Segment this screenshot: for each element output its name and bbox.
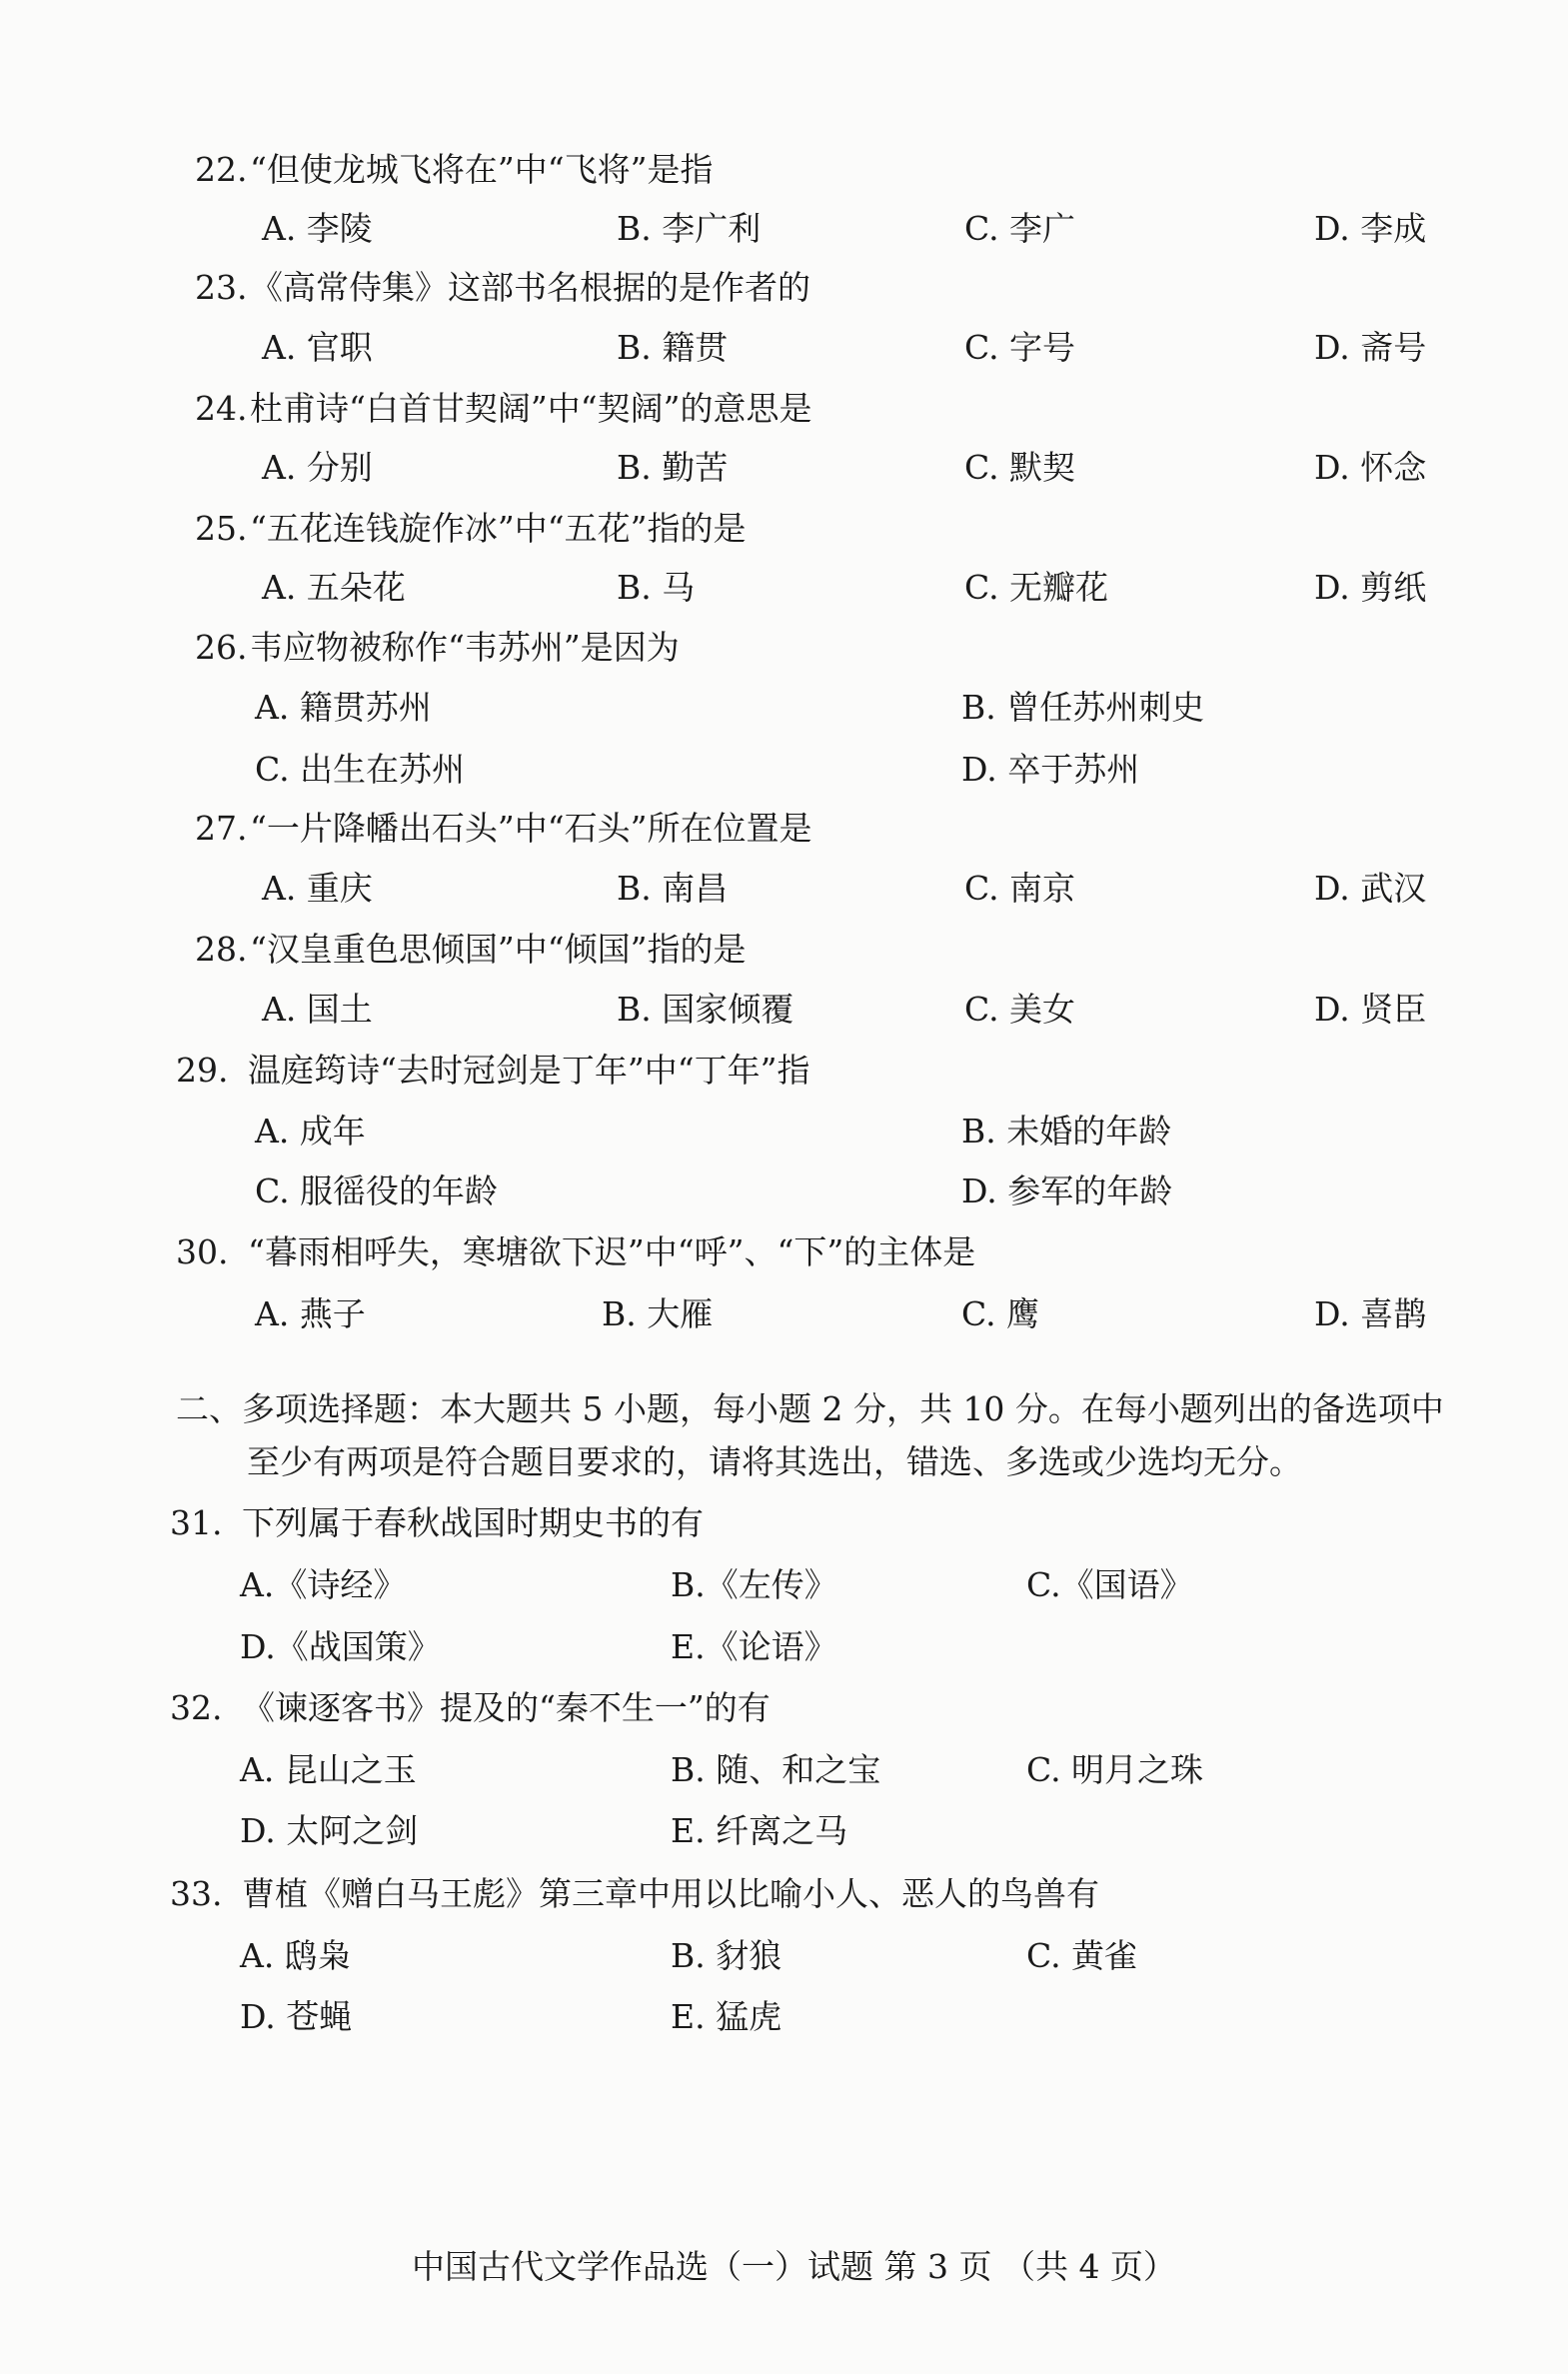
option-d: D. 斋号 xyxy=(1314,328,1427,367)
question-number: 28. xyxy=(195,930,248,969)
question-33-options-row1 xyxy=(0,1934,1568,1978)
question-text: “五花连钱旋作冰”中“五花”指的是 xyxy=(250,509,747,548)
question-number: 24. xyxy=(195,389,248,428)
option-a: A. 成年 xyxy=(255,1112,366,1151)
option-c: C. 默契 xyxy=(964,448,1076,487)
question-text: 下列属于春秋战国时期史书的有 xyxy=(242,1503,704,1542)
page-footer xyxy=(0,2245,1568,2289)
question-number: 32. xyxy=(170,1688,223,1727)
option-d: D. 贤臣 xyxy=(1314,990,1427,1029)
option-c: C. 李广 xyxy=(964,209,1076,248)
question-24 xyxy=(0,387,1568,431)
option-c: C. 黄雀 xyxy=(1026,1936,1138,1975)
option-c: C. 服徭役的年龄 xyxy=(255,1172,499,1210)
option-a: A. 籍贯苏州 xyxy=(255,688,432,727)
option-b: B. 随、和之宝 xyxy=(671,1750,881,1789)
option-d: D. 怀念 xyxy=(1314,448,1427,487)
question-30 xyxy=(0,1230,1568,1274)
option-b: B. 籍贯 xyxy=(617,328,729,367)
option-b: B. 勤苦 xyxy=(617,448,729,487)
question-number: 33. xyxy=(170,1874,223,1913)
question-26-options-row1 xyxy=(0,686,1568,730)
question-text: “汉皇重色思倾国”中“倾国”指的是 xyxy=(250,930,747,969)
option-a: A. 官职 xyxy=(262,328,373,367)
question-text: 温庭筠诗“去时冠剑是丁年”中“丁年”指 xyxy=(248,1051,810,1090)
section-instructions-line2: 至少有两项是符合题目要求的，请将其选出，错选、多选或少选均无分。 xyxy=(247,1442,1302,1481)
question-29 xyxy=(0,1049,1568,1093)
option-b: B. 曾任苏州刺史 xyxy=(961,688,1205,727)
option-c: C. 南京 xyxy=(964,869,1076,908)
question-31-options-row1 xyxy=(0,1563,1568,1607)
question-text: 杜甫诗“白首甘契阔”中“契阔”的意思是 xyxy=(250,389,812,428)
option-d: D. 参军的年龄 xyxy=(961,1172,1173,1210)
option-c: C. 鹰 xyxy=(961,1294,1040,1333)
question-23-options xyxy=(0,326,1568,370)
option-c: C. 字号 xyxy=(964,328,1076,367)
question-22 xyxy=(0,148,1568,192)
option-c: C. 出生在苏州 xyxy=(255,750,466,789)
option-d: D. 太阿之剑 xyxy=(240,1811,419,1850)
question-33 xyxy=(0,1872,1568,1916)
question-28-options xyxy=(0,988,1568,1032)
option-a: A. 鸱枭 xyxy=(240,1936,351,1975)
option-d: D. 喜鹊 xyxy=(1314,1294,1427,1333)
question-26-options-row2 xyxy=(0,748,1568,792)
option-e: E. 猛虎 xyxy=(671,1997,783,2036)
question-29-options-row1 xyxy=(0,1110,1568,1154)
question-27 xyxy=(0,807,1568,851)
question-32 xyxy=(0,1686,1568,1730)
question-30-options xyxy=(0,1292,1568,1336)
question-25-options xyxy=(0,566,1568,610)
footer-page-info: 中国古代文学作品选（一）试题 第 3 页 （共 4 页） xyxy=(412,2247,1176,2286)
question-number: 26. xyxy=(195,628,248,667)
question-text: 韦应物被称作“韦苏州”是因为 xyxy=(250,628,680,667)
question-27-options xyxy=(0,867,1568,911)
question-22-options xyxy=(0,207,1568,251)
option-b: B. 南昌 xyxy=(617,869,729,908)
question-28 xyxy=(0,928,1568,972)
question-text: 曹植《赠白马王彪》第三章中用以比喻小人、恶人的鸟兽有 xyxy=(242,1874,1099,1913)
option-d: D. 剪纸 xyxy=(1314,568,1427,607)
question-text: 《谏逐客书》提及的“秦不生一”的有 xyxy=(242,1688,771,1727)
question-number: 25. xyxy=(195,509,248,548)
option-c: C. 美女 xyxy=(964,990,1076,1029)
question-text: “一片降幡出石头”中“石头”所在位置是 xyxy=(250,809,812,848)
question-33-options-row2 xyxy=(0,1995,1568,2039)
option-b: B. 国家倾覆 xyxy=(617,990,794,1029)
section-2-heading-cont xyxy=(0,1440,1568,1484)
option-a: A. 重庆 xyxy=(262,869,373,908)
question-number: 30. xyxy=(176,1232,229,1271)
question-number: 23. xyxy=(195,268,248,307)
option-d: D. 李成 xyxy=(1314,209,1427,248)
option-d: D. 卒于苏州 xyxy=(961,750,1140,789)
option-b: B. 大雁 xyxy=(602,1294,714,1333)
option-b: B.《左传》 xyxy=(671,1565,837,1604)
option-b: B. 豺狼 xyxy=(671,1936,783,1975)
question-number: 31. xyxy=(170,1503,223,1542)
option-a: A. 五朵花 xyxy=(262,568,406,607)
question-number: 27. xyxy=(195,809,248,848)
question-31-options-row2 xyxy=(0,1625,1568,1669)
question-29-options-row2 xyxy=(0,1170,1568,1213)
question-25 xyxy=(0,507,1568,551)
option-a: A. 分别 xyxy=(262,448,373,487)
question-24-options xyxy=(0,446,1568,490)
option-c: C. 明月之珠 xyxy=(1026,1750,1204,1789)
option-e: E. 纤离之马 xyxy=(671,1811,848,1850)
question-23 xyxy=(0,266,1568,310)
option-a: A. 国土 xyxy=(262,990,373,1029)
option-a: A.《诗经》 xyxy=(240,1565,407,1604)
question-number: 22. xyxy=(195,150,248,189)
option-b: B. 马 xyxy=(617,568,696,607)
question-text: “暮雨相呼失，寒塘欲下迟”中“呼”、“下”的主体是 xyxy=(248,1232,976,1271)
option-e: E.《论语》 xyxy=(671,1627,837,1666)
question-number: 29. xyxy=(176,1051,229,1090)
option-d: D.《战国策》 xyxy=(240,1627,441,1666)
option-a: A. 李陵 xyxy=(262,209,373,248)
question-text: “但使龙城飞将在”中“飞将”是指 xyxy=(250,150,714,189)
question-26 xyxy=(0,626,1568,670)
option-b: B. 未婚的年龄 xyxy=(961,1112,1172,1151)
option-b: B. 李广利 xyxy=(617,209,762,248)
question-31 xyxy=(0,1501,1568,1545)
section-instructions-line1: 二、多项选择题：本大题共 5 小题，每小题 2 分，共 10 分。在每小题列出的备选项中 xyxy=(176,1389,1444,1428)
option-a: A. 燕子 xyxy=(255,1294,366,1333)
option-a: A. 昆山之玉 xyxy=(240,1750,417,1789)
question-text: 《高常侍集》这部书名根据的是作者的 xyxy=(250,268,810,307)
option-c: C.《国语》 xyxy=(1026,1565,1193,1604)
option-d: D. 武汉 xyxy=(1314,869,1427,908)
option-d: D. 苍蝇 xyxy=(240,1997,353,2036)
section-2-heading xyxy=(0,1387,1568,1431)
question-32-options-row1 xyxy=(0,1748,1568,1792)
option-c: C. 无瓣花 xyxy=(964,568,1109,607)
question-32-options-row2 xyxy=(0,1809,1568,1853)
